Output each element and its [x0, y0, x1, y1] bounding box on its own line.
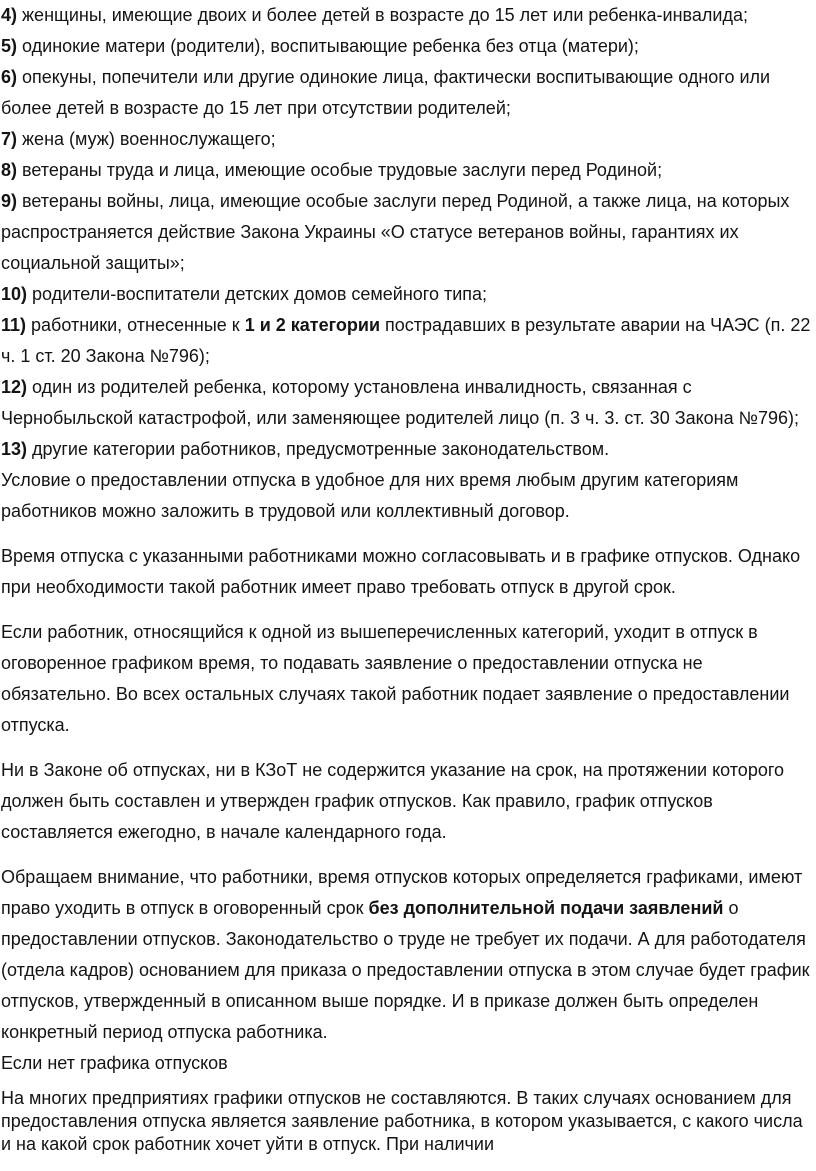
list-item-number: 10)	[1, 284, 28, 304]
paragraph-condition: Условие о предоставлении отпуска в удобное для них время любым другим категориям работников можно заложить в трудовой или коллективный договор.	[1, 470, 739, 521]
list-item-text: жена (муж) военнослужащего;	[17, 129, 276, 149]
list-item-number: 6)	[1, 67, 18, 87]
list-item	[0, 0, 812, 31]
list-item-text: ветераны труда и лица, имеющие особые трудовые заслуги перед Родиной;	[17, 160, 663, 180]
list-item-text: один из родителей ребенка, которому установлена инвалидность, связанная с Чернобыльской катастрофой, или заменяющее родителей лицо (п. 3 ч. 3. ст. 30 Закона №796);	[1, 377, 799, 428]
list-item-number: 13)	[1, 439, 28, 459]
list-item	[0, 186, 812, 279]
paragraph-law: Ни в Законе об отпусках, ни в КЗоТ не содержится указание на срок, на протяжении которого должен быть составлен и утвержден график отпусков. Как правило, график отпусков составляется ежегодно, в начале календарного года.	[1, 760, 785, 842]
paragraph-schedule-time: Время отпуска с указанными работниками можно согласовывать и в графике отпусков. Однако при необходимости такой работник имеет право требовать отпуск в другой срок.	[1, 546, 801, 597]
list-item	[0, 31, 812, 62]
list-item	[0, 434, 812, 465]
list-item-number: 7)	[1, 129, 18, 149]
list-item-number: 5)	[1, 36, 18, 56]
list-item-text: другие категории работников, предусмотренные законодательством.	[27, 439, 610, 459]
list-item-number: 11)	[1, 315, 27, 335]
list-item-text: опекуны, попечители или другие одинокие лица, фактически воспитывающие одного или более детей в возрасте до 15 лет при отсутствии родителей;	[1, 67, 771, 118]
list-item-text: родители-воспитатели детских домов семейного типа;	[27, 284, 488, 304]
list-item-text: женщины, имеющие двоих и более детей в возрасте до 15 лет или ребенка-инвалида;	[17, 5, 748, 25]
list-item	[0, 279, 812, 310]
list-item-text: ветераны войны, лица, имеющие особые заслуги перед Родиной, а также лица, на которых распространяется действие Закона Украины «О статусе ветеранов войны, гарантиях их социальной защиты»;	[1, 191, 790, 273]
list-item-text: пострадавших в результате аварии на ЧАЭС (п. 22 ч. 1 ст. 20 Закона №796);	[1, 315, 811, 366]
paragraph-text: Обращаем внимание, что работники, время отпусков которых определяется графиками, имеют право уходить в отпуск в оговоренный срок	[1, 867, 803, 918]
list-item-number: 8)	[1, 160, 18, 180]
list-item	[0, 310, 812, 372]
list-item	[0, 372, 812, 434]
list-item	[0, 124, 812, 155]
list-item-text: одинокие матери (родители), воспитывающие ребенка без отца (матери);	[17, 36, 639, 56]
list-item-number: 9)	[1, 191, 18, 211]
paragraph-attention	[0, 862, 812, 1048]
paragraph-application: Если работник, относящийся к одной из вышеперечисленных категорий, уходит в отпуск в оговоренное графиком время, то подавать заявление о предоставлении отпуска не обязательно. Во всех остальных случаях такой работник подает заявление о предоставлении отпуска.	[1, 622, 790, 735]
paragraph-many-enterprises: На многих предприятиях графики отпусков не составляются. В таких случаях основанием для предоставления отпуска является заявление работника, в котором указывается, с какого числа и на какой срок работник хочет уйти в отпуск. При наличии	[1, 1088, 803, 1154]
list-item	[0, 62, 812, 124]
paragraph-text: о предоставлении отпусков. Законодательство о труде не требует их подачи. А для работодателя (отдела кадров) основанием для приказа о предоставлении отпуска в этом случае будет график отпусков, утвержденный в описанном выше порядке. И в приказе должен быть определен конкретный период отпуска работника.	[1, 898, 810, 1042]
list-item-text: работники, отнесенные к	[26, 315, 245, 335]
list-item	[0, 155, 812, 186]
list-item-bold-text: 1 и 2 категории	[244, 315, 381, 335]
list-item-number: 12)	[1, 377, 28, 397]
section-heading: Если нет графика отпусков	[1, 1053, 228, 1073]
list-item-number: 4)	[1, 5, 18, 25]
paragraph-bold-text: без дополнительной подачи заявлений	[368, 898, 724, 918]
